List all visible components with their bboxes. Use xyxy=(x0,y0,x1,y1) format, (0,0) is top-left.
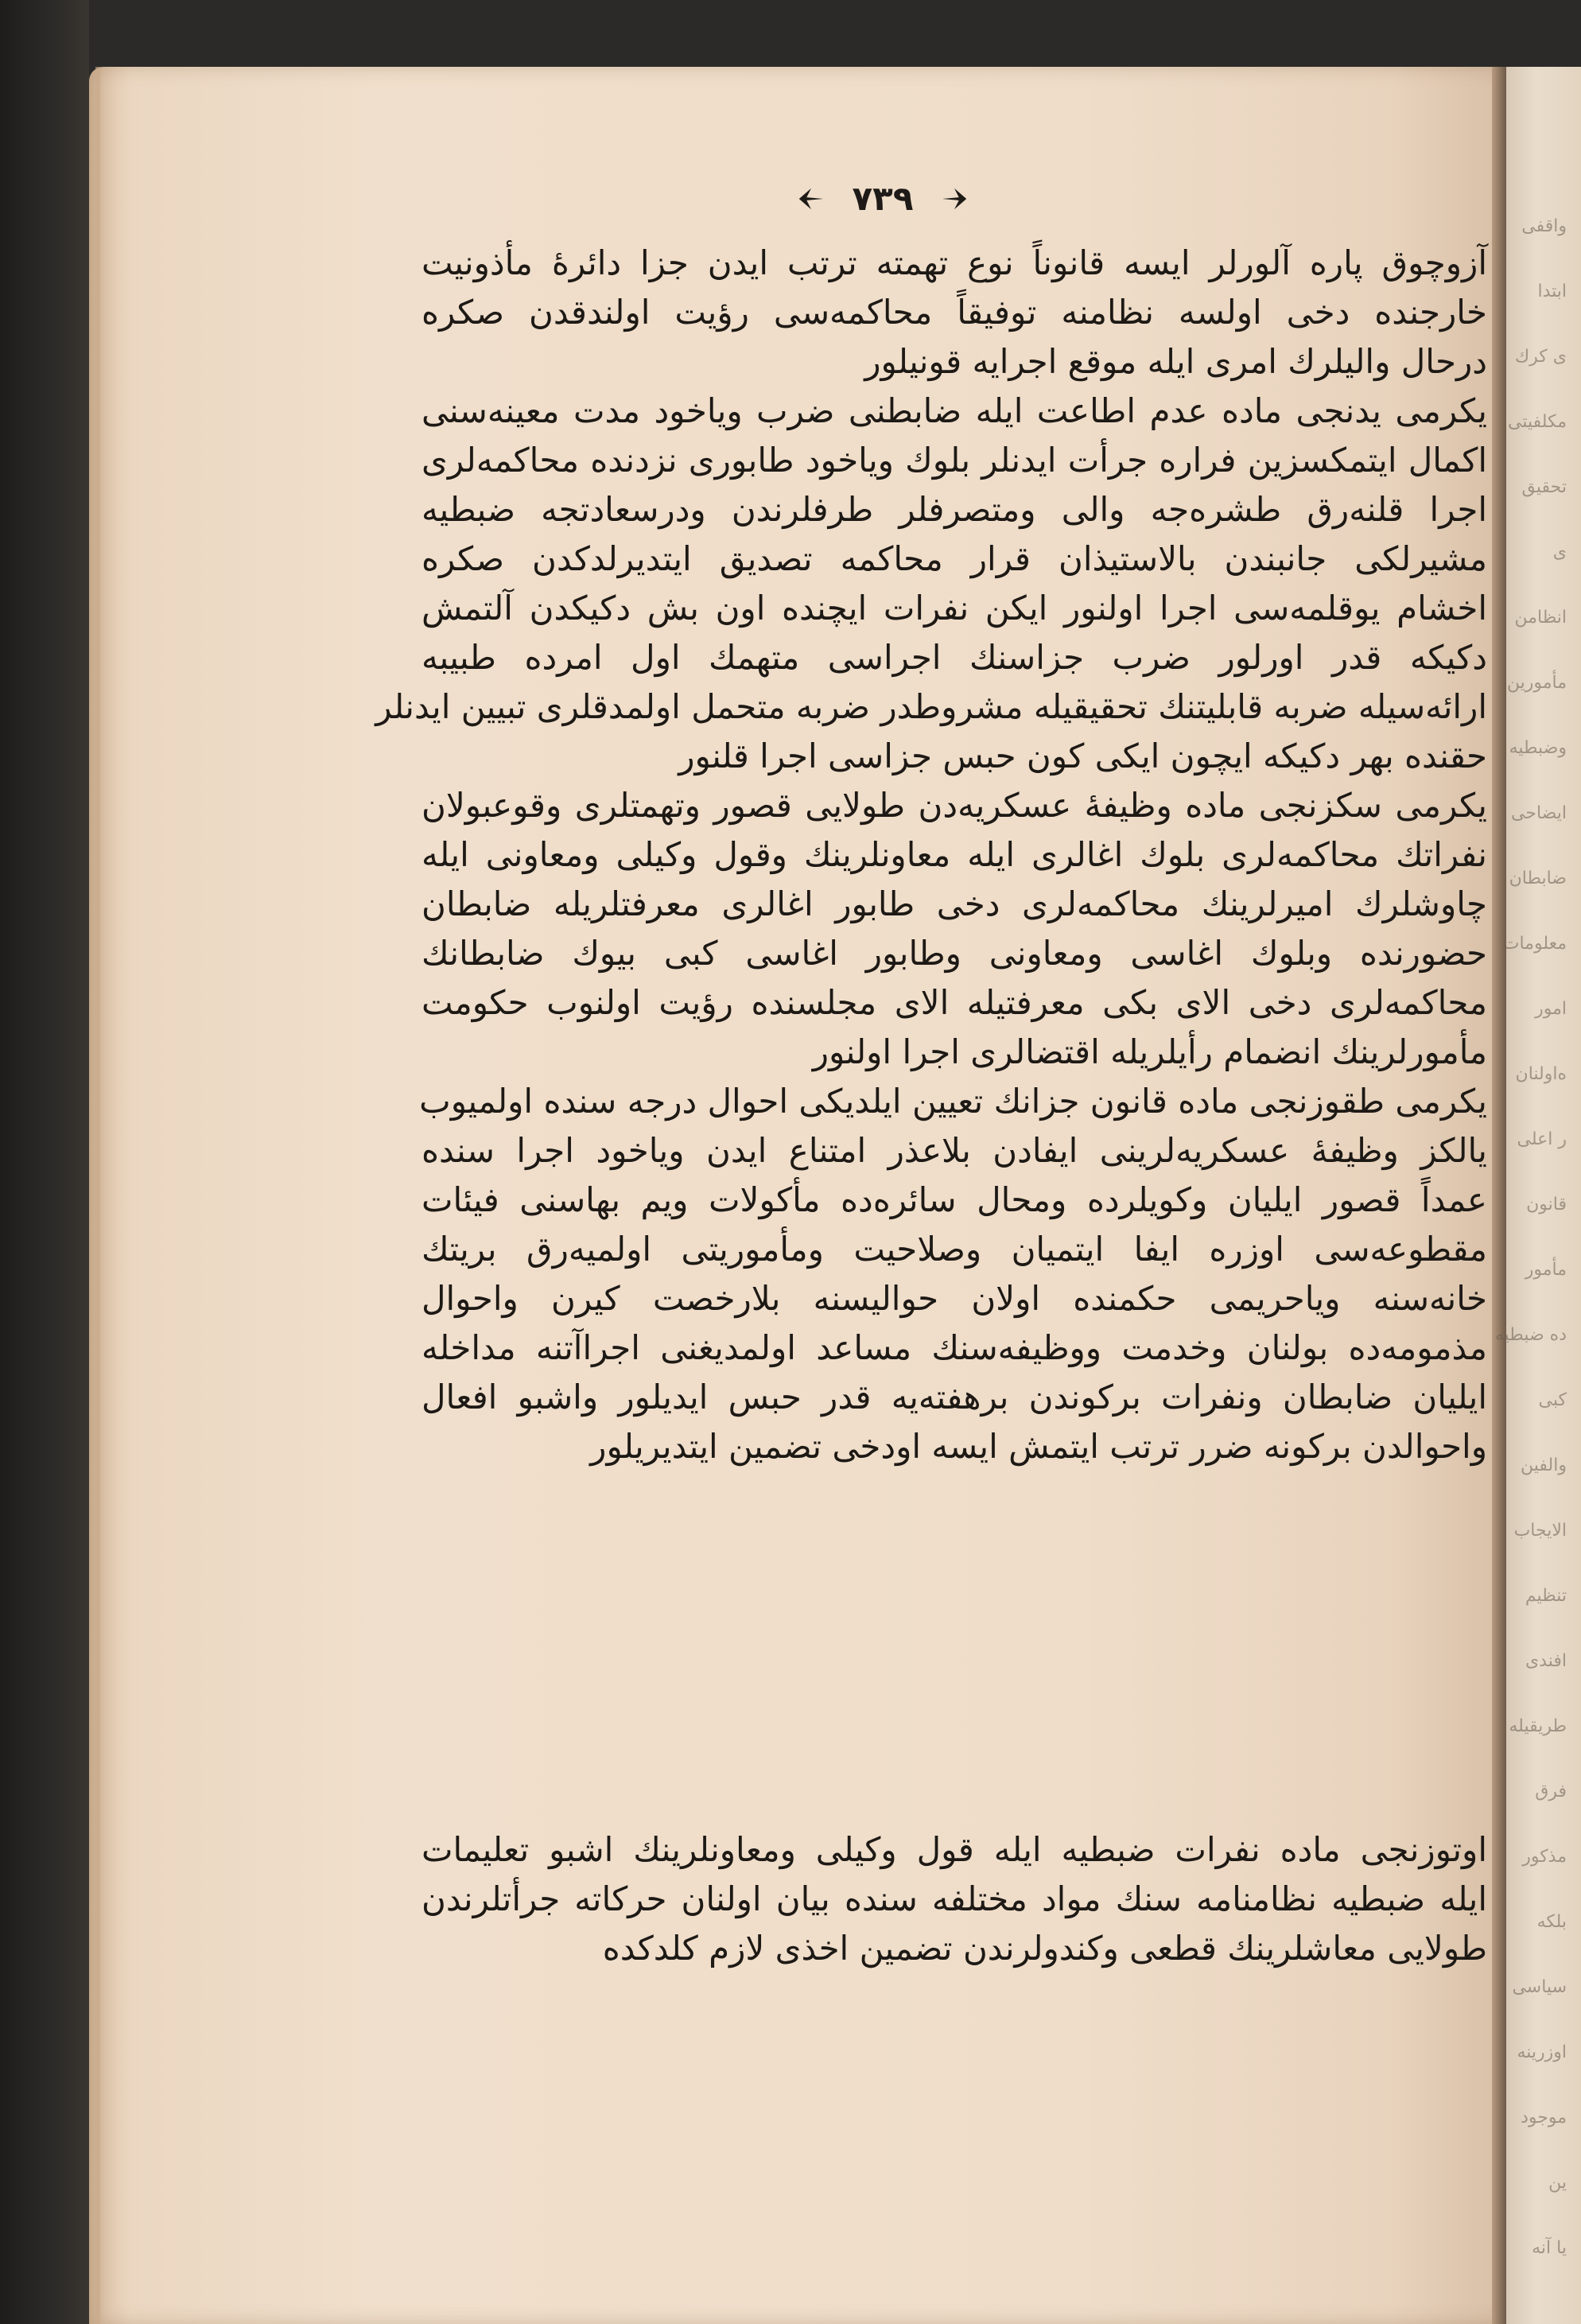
text-line: یکرمی سکزنجی ماده وظیفهٔ عسکریه‌دن طولایی قصور وتهمتلری وقوعبولان xyxy=(421,786,1487,825)
text-line: مقطوعه‌سی اوزره ایفا ایتمیان وصلاحیت ومأموریتی اولمیه‌رق بریتك xyxy=(421,1230,1487,1269)
adjacent-page-fragment: وضبطیه xyxy=(1509,738,1567,758)
adjacent-page-fragment: کبی xyxy=(1538,1390,1567,1410)
text-line: واحوالدن برکونه ضرر ترتب ایتمش ایسه اودخی تضمین ایتدیریلور xyxy=(590,1427,1487,1466)
text-line: یکرمی یدنجی ماده عدم اطاعت ایله ضابطنی ضرب ویاخود مدت معینه‌سنی xyxy=(421,391,1487,430)
text-line: اخشام یوقلمه‌سی اجرا اولنور ایکن نفرات ایچنده اون بش دکیکدن آلتمش xyxy=(421,589,1487,628)
adjacent-page-fragment: تنظیم xyxy=(1525,1586,1567,1606)
adjacent-page-fragment: سیاسی xyxy=(1512,1977,1567,1997)
adjacent-page-fragment: واقفی xyxy=(1521,216,1567,236)
text-line: یکرمی طقوزنجی ماده قانون جزانك تعیین ایلدیکی احوال درجه سنده اولمیوب xyxy=(419,1082,1487,1121)
book-gutter xyxy=(1492,67,1506,2324)
adjacent-page-strip xyxy=(1494,67,1581,2324)
adjacent-page-fragment: مأمور xyxy=(1525,1260,1567,1280)
main-text-body xyxy=(375,239,1487,1471)
text-line: عمداً قصور ایلیان وکویلرده ومحال سائره‌ده مأکولات ویم بهاسنی فیئات xyxy=(421,1180,1487,1219)
paragraph xyxy=(421,239,1487,387)
adjacent-page-fragment: ابتدا xyxy=(1537,282,1567,301)
text-line: اکمال ایتمکسزین فراره جرأت ایدنلر بلوك وياخود طابوری نزدنده محاکمه‌لری xyxy=(421,441,1487,480)
text-line: ایلیان ضابطان ونفرات برکوندن برهفته‌یه قدر حبس ایدیلور واشبو افعال xyxy=(421,1378,1487,1417)
paragraph xyxy=(421,781,1487,1077)
text-line: آزوچوق پاره آلورلر ایسه قانوناً نوع تهمته ترتب ایدن جزا دائرهٔ مأذونیت xyxy=(421,243,1487,282)
adjacent-page-fragment: ده ضبطیه xyxy=(1494,1325,1567,1345)
page-header xyxy=(795,177,970,218)
text-line: اوتوزنجی ماده نفرات ضبطیه ایله قول وکیلی ومعاونلرینك اشبو تعلیمات xyxy=(421,1830,1487,1869)
final-paragraph xyxy=(421,1825,1487,1973)
text-line: طولایی معاشلرینك قطعی وکندولرندن تضمین اخذی لازم کلدکده xyxy=(602,1929,1487,1968)
adjacent-page-fragment: افندی xyxy=(1525,1651,1567,1671)
text-line: ایله ضبطیه نظامنامه سنك مواد مختلفه سنده بیان اولنان حرکاته جرأتلرندن xyxy=(421,1879,1487,1918)
text-line: خارجنده دخی اولسه نظامنه توفیقاً محاکمه‌سی رؤیت اولندقدن صکره xyxy=(421,293,1487,332)
adjacent-page-fragment: تحقیق xyxy=(1521,477,1567,497)
adjacent-page-fragment: بلکه xyxy=(1536,1912,1567,1932)
text-line: حضورنده وبلوك اغاسی ومعاونی وطابور اغاسی کبی بیوك ضابطانك xyxy=(421,934,1487,973)
adjacent-page-fragment: انظامن xyxy=(1514,608,1567,628)
adjacent-page-fragment: ضابطان xyxy=(1509,869,1567,888)
text-line: یالکز وظیفهٔ عسکریه‌لرینی ایفادن بلاعذر امتناع ایدن وياخود اجرا سنده xyxy=(421,1131,1487,1170)
text-line: خانه‌سنه وياحریمی حکمنده اولان حوالیسنه بلارخصت کیرن واحوال xyxy=(421,1279,1487,1318)
adjacent-page-fragment: مأمورین xyxy=(1506,673,1567,693)
scan-background-left xyxy=(0,0,89,2324)
text-line: مأمورلرینك انضمام رأیلریله اقتضالری اجرا اولنور xyxy=(812,1032,1487,1071)
text-line: حقنده بهر دکیکه ایچون ایکی کون حبس جزاسی اجرا قلنور xyxy=(678,736,1487,775)
adjacent-page-fragment: ایضاحی xyxy=(1511,803,1567,823)
adjacent-page-fragment: معلومات xyxy=(1502,934,1567,954)
adjacent-page-fragment: قانون xyxy=(1526,1195,1567,1214)
adjacent-page-fragment: ه‌اولنان xyxy=(1515,1064,1567,1084)
adjacent-page-fragment: ی xyxy=(1552,542,1567,562)
adjacent-page-fragment: مکلفیتی xyxy=(1508,412,1567,432)
adjacent-page-fragment: فرق xyxy=(1535,1782,1567,1801)
left-ornament-icon xyxy=(796,184,826,214)
text-line: محاکمه‌لری دخی الای بکی معرفتیله الای مجلسنده رؤیت اولنوب حکومت xyxy=(421,983,1487,1022)
adjacent-page-fragment: الایجاب xyxy=(1513,1521,1567,1541)
adjacent-page-fragment: والفین xyxy=(1521,1455,1567,1475)
text-line: دکیکه قدر اورلور ضرب جزاسنك اجراسی متهمك اول امرده طبیبه xyxy=(421,638,1487,677)
text-line: مشیرلکی جانبندن بالاستیذان قرار محاکمه تصدیق ایتدیرلدکدن صکره xyxy=(421,539,1487,578)
text-line: چاوشلرك امیرلرینك محاکمه‌لری دخی طابور اغالری معرفتلریله ضابطان xyxy=(421,884,1487,923)
adjacent-page-fragment: ین xyxy=(1548,2173,1567,2193)
paragraph xyxy=(375,387,1487,781)
page-number: ۷۳۹ xyxy=(852,179,914,218)
page-edge xyxy=(95,67,100,2324)
text-line: نفراتك محاکمه‌لری بلوك اغالری ایله معاونلرینك وقول وکیلی ومعاونی ایله xyxy=(421,835,1487,874)
adjacent-page-fragment: ی کرك xyxy=(1515,347,1567,367)
text-line: درحال والیلرك امری ایله موقع اجرایه قونیلور xyxy=(864,342,1487,381)
adjacent-page-fragment: مذکور xyxy=(1522,1847,1567,1867)
paragraph xyxy=(421,1077,1487,1471)
text-line: اجرا قلنه‌رق طشره‌جه والی ومتصرفلر طرفلرندن ودرسعادتجه ضبطیه xyxy=(421,490,1487,529)
text-line: مذمومه‌ده بولنان وخدمت ووظیفه‌سنك مساعد اولمدیغنی اجراآتنه مداخله xyxy=(421,1328,1487,1367)
adjacent-page-fragment: یا آنه xyxy=(1532,2238,1567,2258)
adjacent-page-fragment: طریقیله xyxy=(1509,1716,1567,1736)
adjacent-page-fragment: ر اعلی xyxy=(1517,1129,1567,1149)
adjacent-page-fragment: امور xyxy=(1535,999,1567,1019)
right-ornament-icon xyxy=(939,184,969,214)
text-line: ارائه‌سیله ضربه قابلیتنك تحقیقیله مشروطدر ضربه متحمل اولمدقلری تبیین ایدنلر xyxy=(375,687,1487,726)
adjacent-page-fragment: موجود xyxy=(1521,2108,1567,2128)
adjacent-page-fragment: اوزرینه xyxy=(1517,2042,1567,2062)
